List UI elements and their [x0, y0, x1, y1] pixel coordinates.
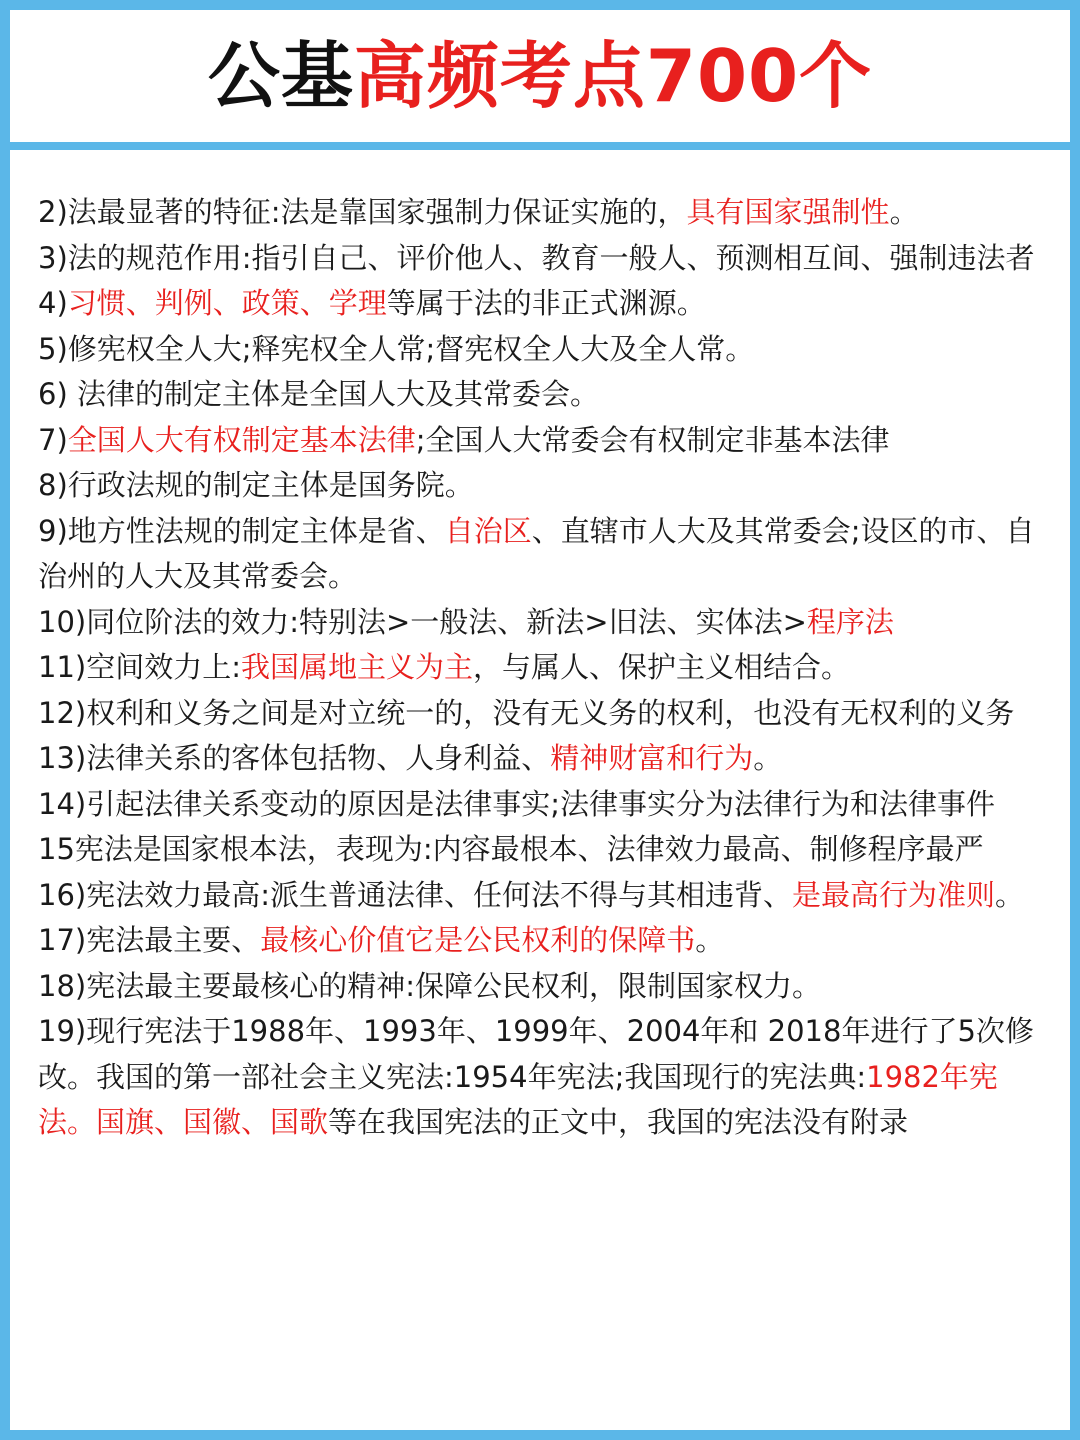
list-item: [38, 873, 1042, 919]
title-banner: [10, 10, 1070, 142]
list-item: [38, 281, 1042, 327]
highlight-text: 习惯、判例、政策、学理: [67, 286, 387, 320]
highlight-text: 精神财富和行为: [550, 741, 754, 775]
item-text: 13)法律关系的客体包括物、人身利益、: [38, 741, 551, 775]
list-item: [38, 236, 1042, 282]
highlight-text: 程序法: [806, 604, 894, 639]
page-title: [207, 34, 873, 118]
list-item: [38, 645, 1042, 691]
item-text: ，与属人、保护主义相结合。: [473, 650, 851, 684]
item-text: ;全国人大常委会有权制定非基本法律: [415, 422, 890, 457]
list-item: [38, 418, 1042, 464]
item-text: 18)宪法最主要最核心的精神:保障公民权利，限制国家权力。: [38, 968, 821, 1003]
item-text: 17)宪法最主要、: [38, 923, 261, 957]
item-text: 、直辖市人大及其常委会;设区的市、自治州的人大及其常委会。: [38, 513, 1035, 593]
item-text: 。: [889, 195, 919, 229]
highlight-text: 是最高行为准则: [792, 877, 996, 912]
list-item: [38, 964, 1042, 1010]
item-text: 。: [995, 877, 1025, 912]
list-item: [38, 190, 1042, 236]
notes-list: [38, 190, 1042, 1146]
item-text: 7): [38, 422, 68, 457]
list-item: [38, 782, 1042, 828]
list-item: [38, 509, 1042, 600]
highlight-text: 最核心价值它是公民权利的保障书: [260, 923, 696, 957]
list-item: [38, 600, 1042, 646]
highlight-text: 全国人大有权制定基本法律: [67, 422, 416, 457]
list-item: [38, 327, 1042, 373]
item-text: 。: [695, 923, 725, 957]
item-text: 12)权利和义务之间是对立统一的，没有无义务的权利，也没有无权利的义务: [38, 695, 1015, 730]
title-part-black: 公基: [207, 34, 354, 118]
highlight-text: 具有国家强制性: [686, 195, 890, 229]
item-text: 4): [38, 286, 68, 320]
item-text: 15宪法是国家根本法，表现为:内容最根本、法律效力最高、制修程序最严: [38, 832, 984, 866]
title-part-red: 高频考点700个: [353, 34, 873, 118]
item-text: 16)宪法效力最高:派生普通法律、任何法不得与其相违背、: [38, 877, 792, 912]
list-item: [38, 1009, 1042, 1146]
list-item: [38, 691, 1042, 737]
item-text: 9)地方性法规的制定主体是省、: [38, 513, 445, 548]
list-item: [38, 827, 1042, 873]
highlight-text: 我国属地主义为主: [241, 650, 474, 684]
list-item: [38, 736, 1042, 782]
item-text: 3)法的规范作用:指引自己、评价他人、教育一般人、预测相互间、强制违法者: [38, 240, 1035, 275]
item-text: 14)引起法律关系变动的原因是法律事实;法律事实分为法律行为和法律事件: [38, 786, 995, 821]
item-text: 6) 法律的制定主体是全国人大及其常委会。: [38, 377, 599, 411]
item-text: 8)行政法规的制定主体是国务院。: [38, 468, 474, 502]
list-item: [38, 463, 1042, 509]
highlight-text: 1982年宪法。国旗、国徽、国歌: [38, 1059, 998, 1139]
card-frame: [10, 10, 1070, 1430]
highlight-text: 自治区: [444, 513, 532, 548]
item-text: 11)空间效力上:: [38, 650, 241, 684]
item-text: 等属于法的非正式渊源。: [386, 286, 706, 320]
item-text: 19)现行宪法于1988年、1993年、1999年、2004年和 2018年进行了5次修改。我国的第一部社会主义宪法:1954年宪法;我国现行的宪法典:: [38, 1014, 1034, 1094]
item-text: 。: [753, 741, 783, 775]
item-text: 2)法最显著的特征:法是靠国家强制力保证实施的，: [38, 195, 687, 229]
list-item: [38, 372, 1042, 418]
item-text: 10)同位阶法的效力:特别法>一般法、新法>旧法、实体法>: [38, 604, 807, 639]
title-divider: [10, 142, 1070, 150]
list-item: [38, 918, 1042, 964]
item-text: 5)修宪权全人大;释宪权全人常;督宪权全人大及全人常。: [38, 331, 755, 366]
item-text: 等在我国宪法的正文中，我国的宪法没有附录: [328, 1105, 909, 1139]
